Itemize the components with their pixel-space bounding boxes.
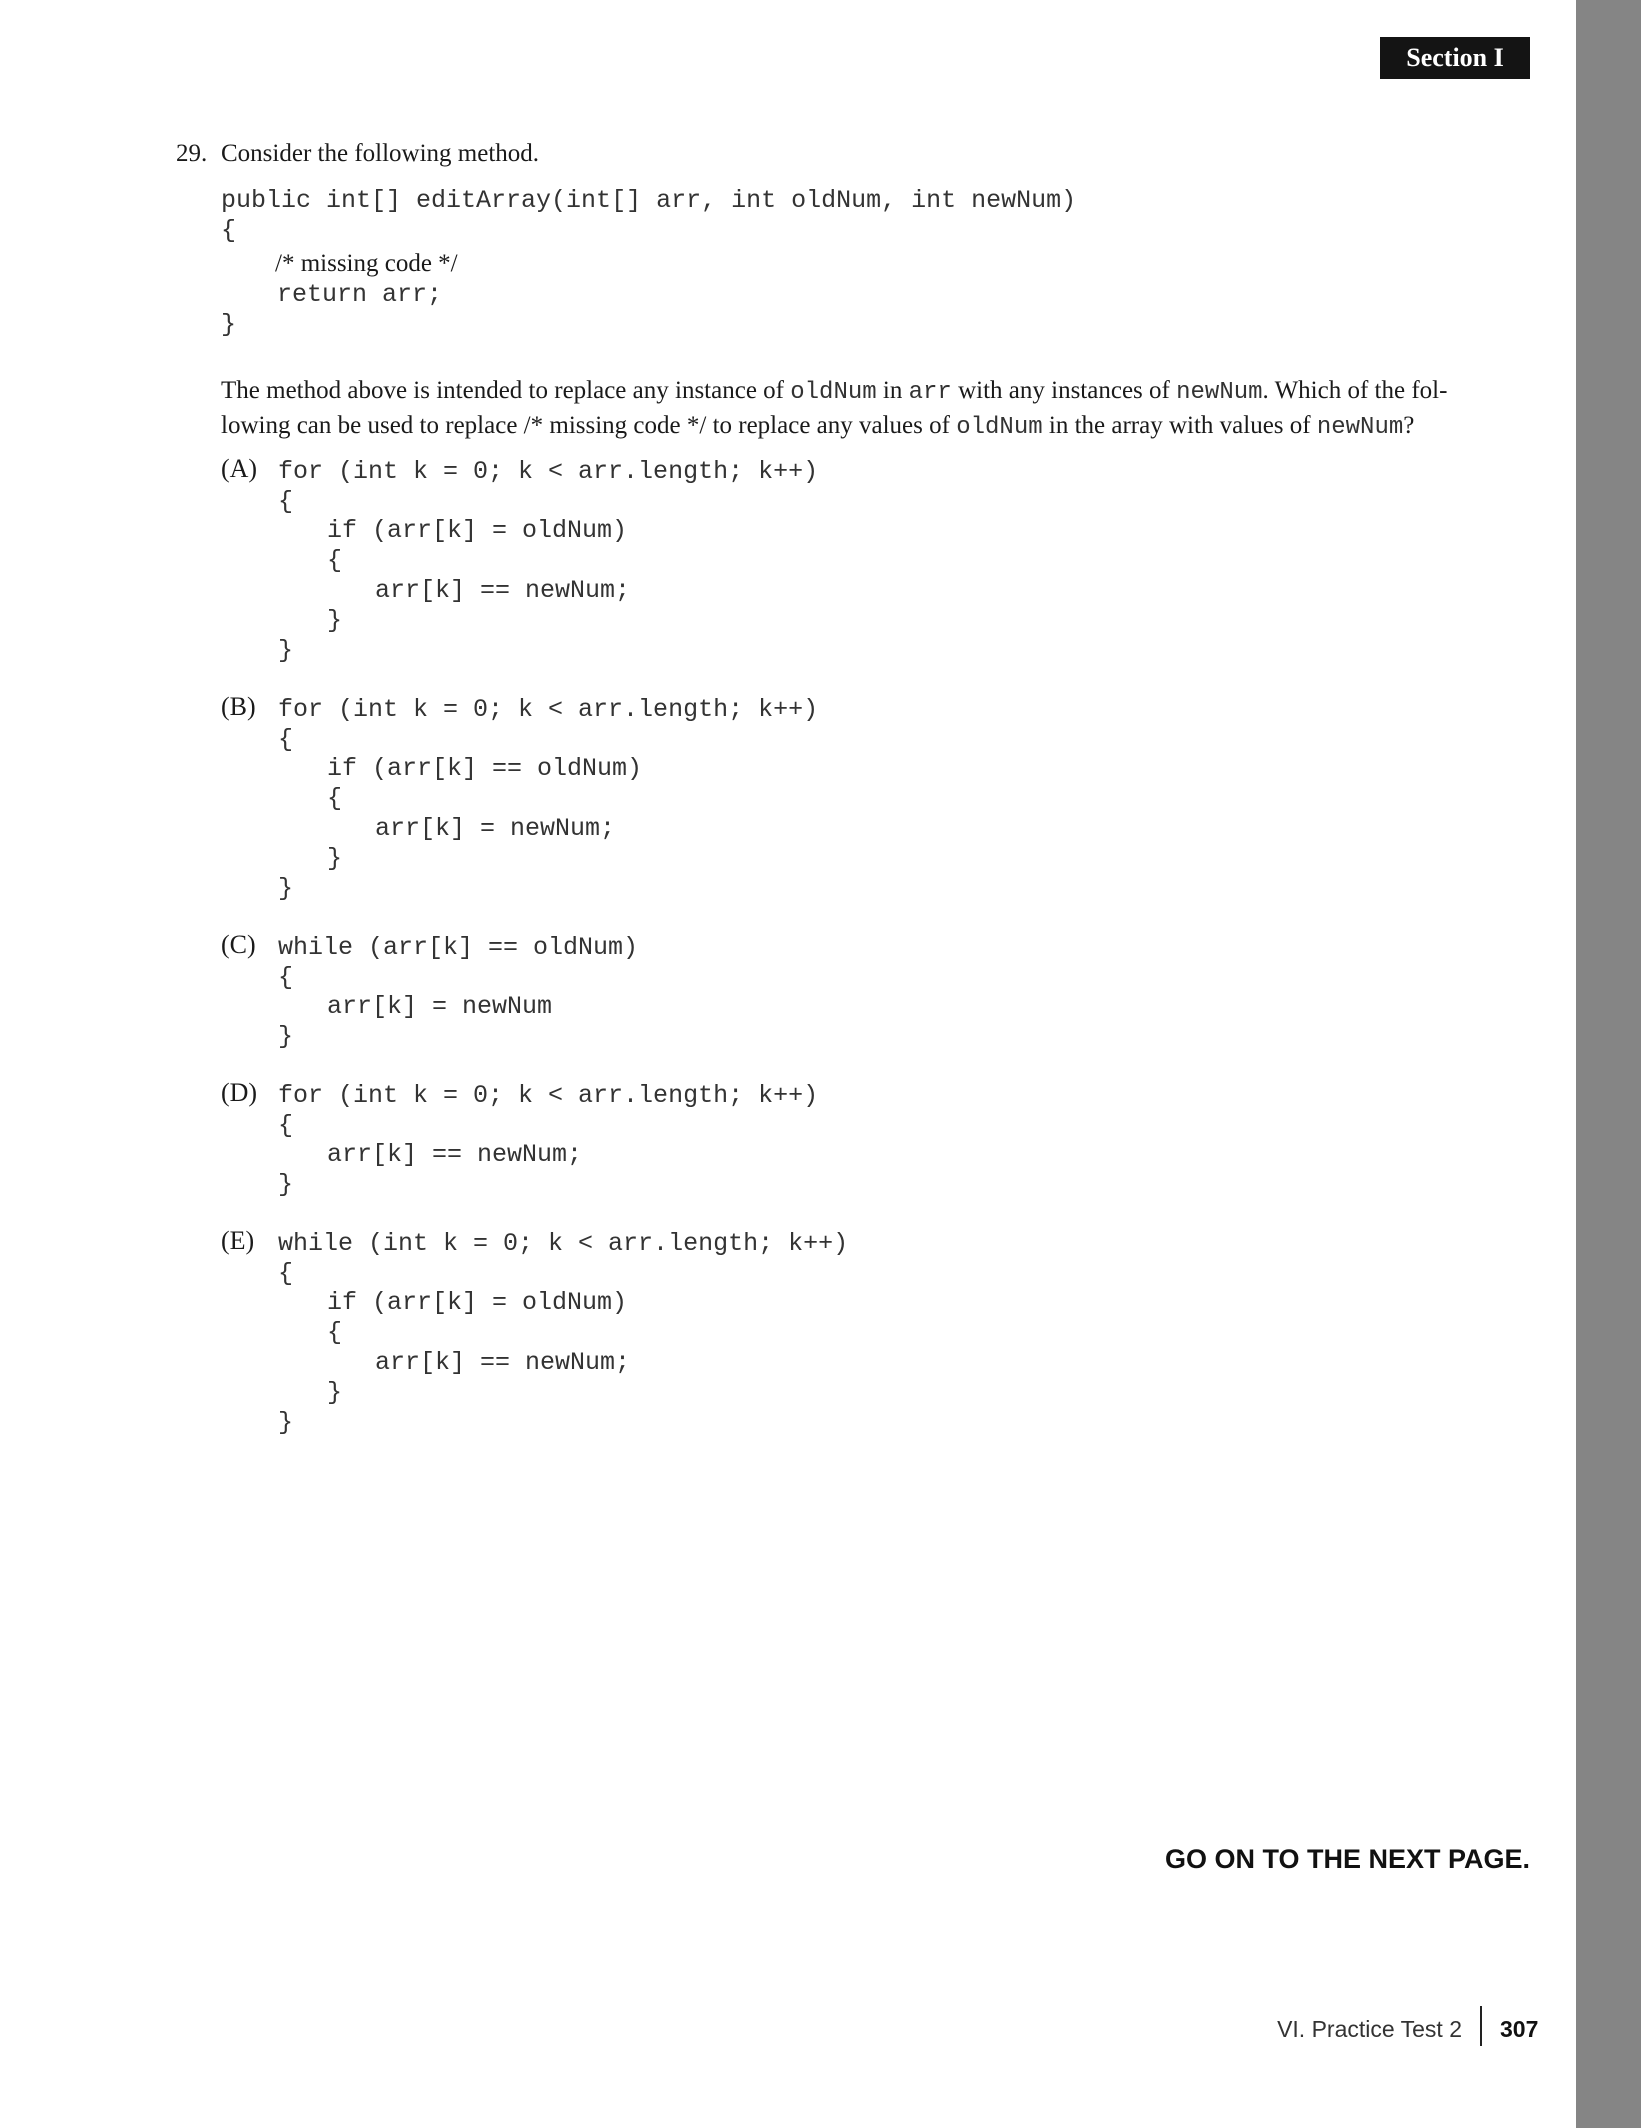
text-run: in <box>876 377 909 404</box>
choice-b-line: if (arr[k] == oldNum) <box>327 754 643 783</box>
choice-e-line: if (arr[k] = oldNum) <box>327 1288 628 1317</box>
choice-b-line: } <box>278 874 294 903</box>
code-run: oldNum <box>956 414 1043 441</box>
choice-d-line: arr[k] == newNum; <box>327 1140 583 1169</box>
choice-a-line: } <box>327 606 343 635</box>
choice-a-line: { <box>327 546 343 575</box>
choice-d-line: for (int k = 0; k < arr.length; k++) <box>278 1081 819 1110</box>
choice-e-line: while (int k = 0; k < arr.length; k++) <box>278 1229 849 1258</box>
choice-e-letter: (E) <box>221 1226 255 1255</box>
method-open-brace: { <box>221 216 237 245</box>
choice-a-line: if (arr[k] = oldNum) <box>327 516 628 545</box>
text-run: ? <box>1403 412 1415 439</box>
go-on-notice: GO ON TO THE NEXT PAGE. <box>1164 1844 1530 1874</box>
code-run: /* missing code */ <box>523 412 707 439</box>
text-run: lowing can be used to replace <box>221 412 524 439</box>
method-return-line: return arr; <box>277 280 443 309</box>
choice-b-line: { <box>278 725 294 754</box>
choice-e-line: } <box>327 1378 343 1407</box>
question-intro: Consider the following method. <box>221 140 540 167</box>
choice-c-line: { <box>278 963 294 992</box>
choice-a-line: { <box>278 487 294 516</box>
choice-d-line: } <box>278 1170 294 1199</box>
choice-e-line: { <box>278 1259 294 1288</box>
choice-e-line: { <box>327 1318 343 1347</box>
code-run: newNum <box>1316 414 1404 441</box>
choice-c-letter: (C) <box>221 930 256 959</box>
page-number: 307 <box>1500 2016 1539 2042</box>
method-signature: public int[] editArray(int[] arr, int oldNum, int newNum) <box>221 186 1077 215</box>
choice-c-line: arr[k] = newNum <box>327 992 553 1021</box>
choice-b-line: for (int k = 0; k < arr.length; k++) <box>278 695 819 724</box>
text-run: with any instances of <box>951 377 1177 404</box>
code-run: newNum <box>1176 379 1263 406</box>
text-run: in the array with values of <box>1042 412 1317 439</box>
text-run: to replace any values of <box>706 412 957 439</box>
text-run: . Which of the fol- <box>1262 377 1448 404</box>
choice-d-line: { <box>278 1111 294 1140</box>
text-run: The method above is intended to replace any instance of <box>221 377 791 404</box>
code-run: arr <box>908 379 952 406</box>
choice-b-line: } <box>327 844 343 873</box>
choice-a-line: arr[k] == newNum; <box>375 576 631 605</box>
footer-divider <box>1480 2006 1482 2046</box>
question-number: 29. <box>176 140 208 167</box>
choice-b-line: arr[k] = newNum; <box>375 814 616 843</box>
choice-e-line: } <box>278 1408 294 1437</box>
method-close-brace: } <box>221 310 237 339</box>
missing-code-comment: /* missing code */ <box>275 250 458 277</box>
question-text-line-2 <box>221 412 1521 441</box>
choice-a-line: } <box>278 636 294 665</box>
choice-c-line: } <box>278 1022 294 1051</box>
choice-a-line: for (int k = 0; k < arr.length; k++) <box>278 457 819 486</box>
footer-chapter-label: VI. Practice Test 2 <box>1277 2016 1462 2042</box>
choice-e-line: arr[k] == newNum; <box>375 1348 631 1377</box>
choice-a-letter: (A) <box>221 454 258 483</box>
code-run: oldNum <box>790 379 877 406</box>
page-edge-bar <box>1576 0 1641 2128</box>
choice-c-line: while (arr[k] == oldNum) <box>278 933 639 962</box>
choice-d-letter: (D) <box>221 1078 258 1107</box>
choice-b-letter: (B) <box>221 692 256 721</box>
section-tab: Section I <box>1380 37 1530 79</box>
question-text-line-1 <box>221 377 1521 406</box>
choice-b-line: { <box>327 784 343 813</box>
